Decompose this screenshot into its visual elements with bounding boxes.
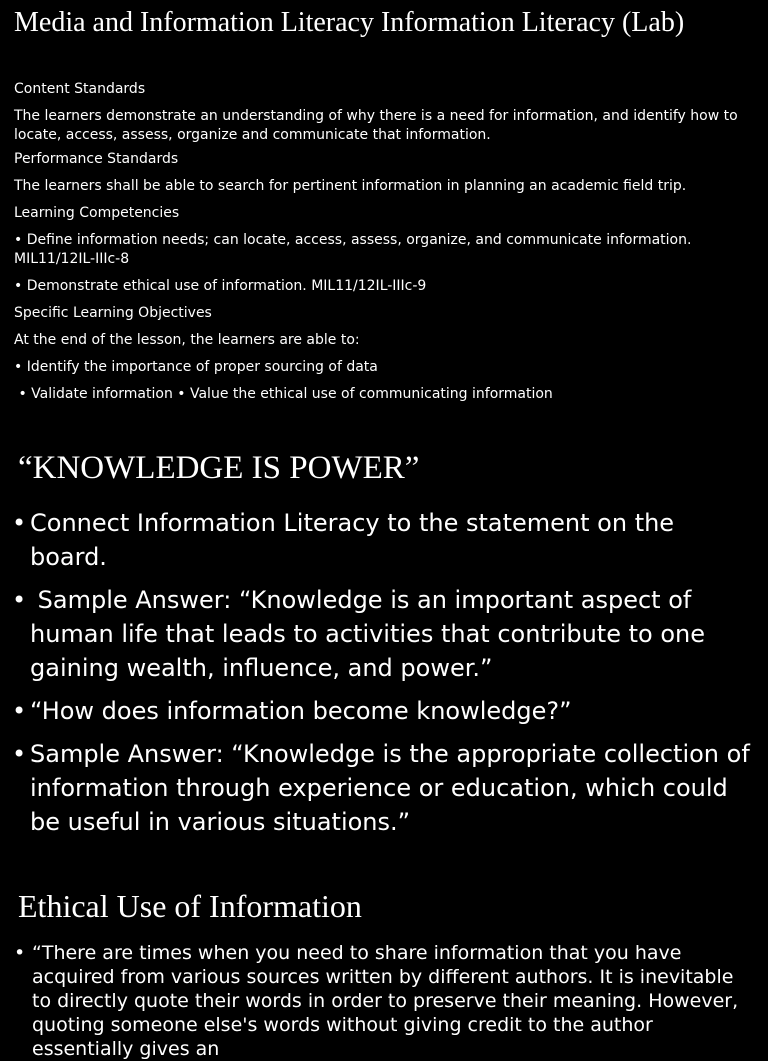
slide-title: Media and Information Literacy Information Literacy (Lab) <box>14 7 685 38</box>
list-item <box>12 583 756 685</box>
objectives-heading: Specific Learning Objectives <box>14 305 212 321</box>
objectives-intro: At the end of the lesson, the learners are able to: <box>14 332 360 348</box>
list-item-text: “How does information become knowledge?” <box>30 697 572 725</box>
paragraph-text: “There are times when you need to share information that you have acquired from various sources written by different authors. It is inevitable to directly quote their words in order to preserve their meaning. However, quoting someone else's words without giving credit to the author essentially gives an <box>32 942 739 1060</box>
objective-item: • Identify the importance of proper sourcing of data <box>14 359 378 375</box>
bullet-icon: • <box>12 586 27 614</box>
bullet-icon: • <box>12 740 27 768</box>
competency-item: • Demonstrate ethical use of information. MIL11/12IL-IIIc-9 <box>14 278 427 294</box>
bullet-icon: • <box>14 942 26 964</box>
slide-title: Ethical Use of Information <box>18 888 362 924</box>
performance-standards-heading: Performance Standards <box>14 151 179 167</box>
performance-standards-text: The learners shall be able to search for pertinent information in planning an academic field trip. <box>14 178 687 194</box>
bullet-list <box>12 506 756 848</box>
content-standards-text: The learners demonstrate an understanding of why there is a need for information, and identify how to locate, access, assess, organize and communicate that information. <box>14 108 738 143</box>
bullet-icon: • <box>12 509 27 537</box>
list-item <box>12 506 756 574</box>
list-item-text: Sample Answer: “Knowledge is the appropriate collection of information through experience or education, which could be useful in various situations.” <box>30 740 750 836</box>
list-item-text: Connect Information Literacy to the statement on the board. <box>30 509 675 571</box>
list-item <box>12 737 756 839</box>
list-item <box>12 694 756 728</box>
lesson-overview-body <box>14 80 754 404</box>
slide-title: “KNOWLEDGE IS POWER” <box>18 450 420 486</box>
list-item-text: Sample Answer: “Knowledge is an important aspect of human life that leads to activities that contribute to one gaining wealth, influence, and power.” <box>30 586 713 682</box>
competency-item: • Define information needs; can locate, access, assess, organize, and communicate information. MIL11/12IL-IIIc-8 <box>14 232 692 267</box>
learning-competencies-heading: Learning Competencies <box>14 205 180 221</box>
content-standards-heading: Content Standards <box>14 81 146 97</box>
bullet-icon: • <box>12 697 27 725</box>
objective-item: • Validate information • Value the ethical use of communicating information <box>14 386 553 402</box>
paragraph <box>14 941 756 1061</box>
